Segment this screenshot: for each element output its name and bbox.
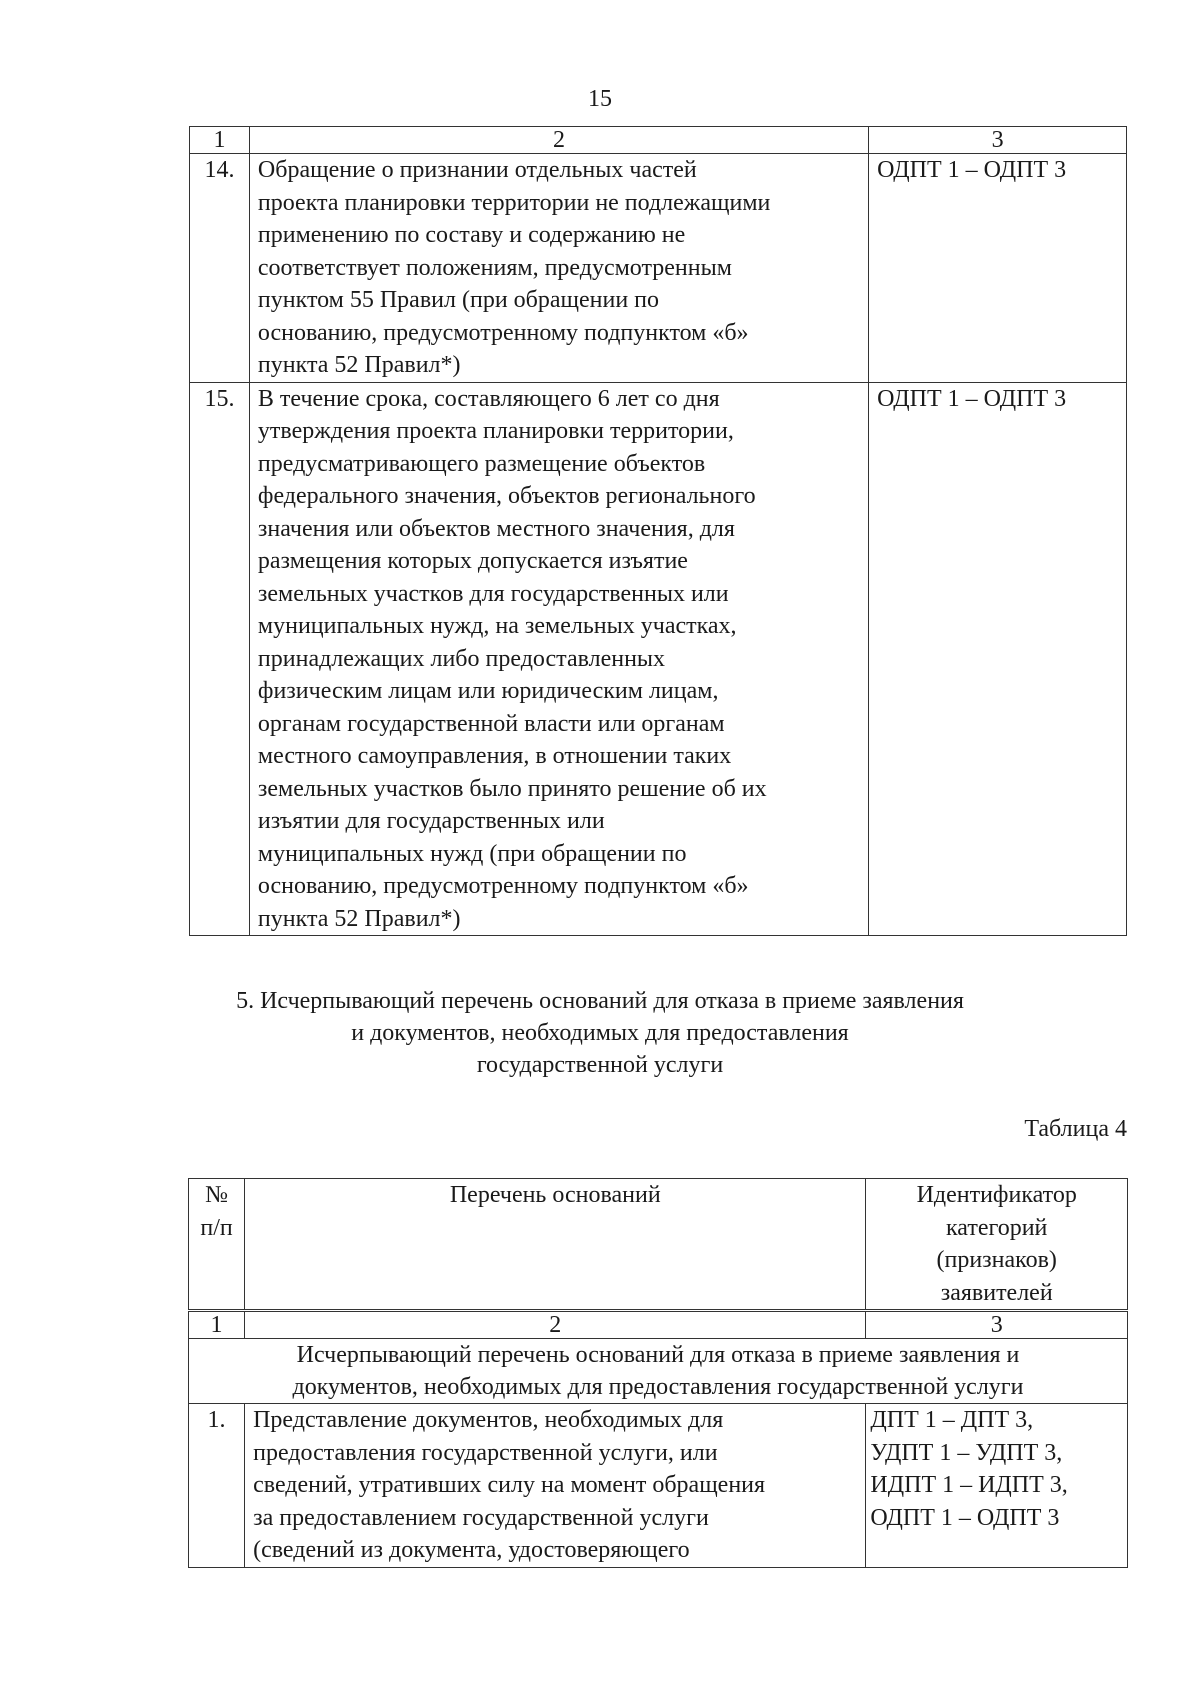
header-reasons: Перечень оснований: [245, 1179, 866, 1311]
reasons-table-continued: [189, 126, 1127, 936]
column-number-1: 1: [190, 127, 250, 154]
row-text: В течение срока, составляющего 6 лет со дня утверждения проекта планировки территории, предусматривающего размещение объектов федерального значения, объектов регионального значения или объектов местного значения, для размещения которых допускается изъятие земельных участков для государственных или муниципальных нужд, на земельных участках, принадлежащих либо предоставленных физическим лицам или юридическим лицам, органам государственной власти или органам местного самоуправления, в отношении таких земельных участков было принято решение об их изъятии для государственных или муниципальных нужд (при обращении по основанию, предусмотренному подпунктом «б» пункта 52 Правил*): [249, 382, 868, 936]
table-row: [189, 1404, 1128, 1568]
row-text: Представление документов, необходимых для предоставления государственной услуги, или сведений, утративших силу на момент обращения за предоставлением государственной услуги (сведений из документа, удостоверяющего: [245, 1404, 866, 1568]
table-header-row: [190, 127, 1127, 154]
column-number-2: 2: [249, 127, 868, 154]
column-number-2: 2: [245, 1311, 866, 1339]
header-number: № п/п: [189, 1179, 245, 1311]
table-row: [190, 382, 1127, 936]
table-header-row: [189, 1179, 1128, 1311]
table-row: [190, 154, 1127, 383]
row-number: 15.: [190, 382, 250, 936]
row-number: 14.: [190, 154, 250, 383]
table-numbering-row: [189, 1311, 1128, 1339]
row-code: ДПТ 1 – ДПТ 3, УДПТ 1 – УДПТ 3, ИДПТ 1 – ИДПТ 3, ОДПТ 1 – ОДПТ 3: [866, 1404, 1128, 1568]
column-number-1: 1: [189, 1311, 245, 1339]
row-code: ОДПТ 1 – ОДПТ 3: [869, 382, 1127, 936]
page-number: 15: [588, 86, 612, 112]
header-identifier: Идентификатор категорий (признаков) заявителей: [866, 1179, 1128, 1311]
column-number-3: 3: [866, 1311, 1128, 1339]
table-label: Таблица 4: [1024, 1116, 1127, 1142]
row-code: ОДПТ 1 – ОДПТ 3: [869, 154, 1127, 383]
row-text: Обращение о признании отдельных частей проекта планировки территории не подлежащими применению по составу и содержанию не соответствует положениям, предусмотренным пунктом 55 Правил (при обращении по основанию, предусмотренному подпунктом «б» пункта 52 Правил*): [249, 154, 868, 383]
section-row-text: Исчерпывающий перечень оснований для отказа в приеме заявления и документов, необходимых для предоставления государственной услуги: [189, 1339, 1128, 1404]
refusal-reasons-table: [188, 1178, 1128, 1568]
column-number-3: 3: [869, 127, 1127, 154]
row-number: 1.: [189, 1404, 245, 1568]
table-section-row: [189, 1339, 1128, 1404]
section-title: 5. Исчерпывающий перечень оснований для отказа в приеме заявления и документов, необходимых для предоставления государственной услуги: [236, 988, 964, 1078]
